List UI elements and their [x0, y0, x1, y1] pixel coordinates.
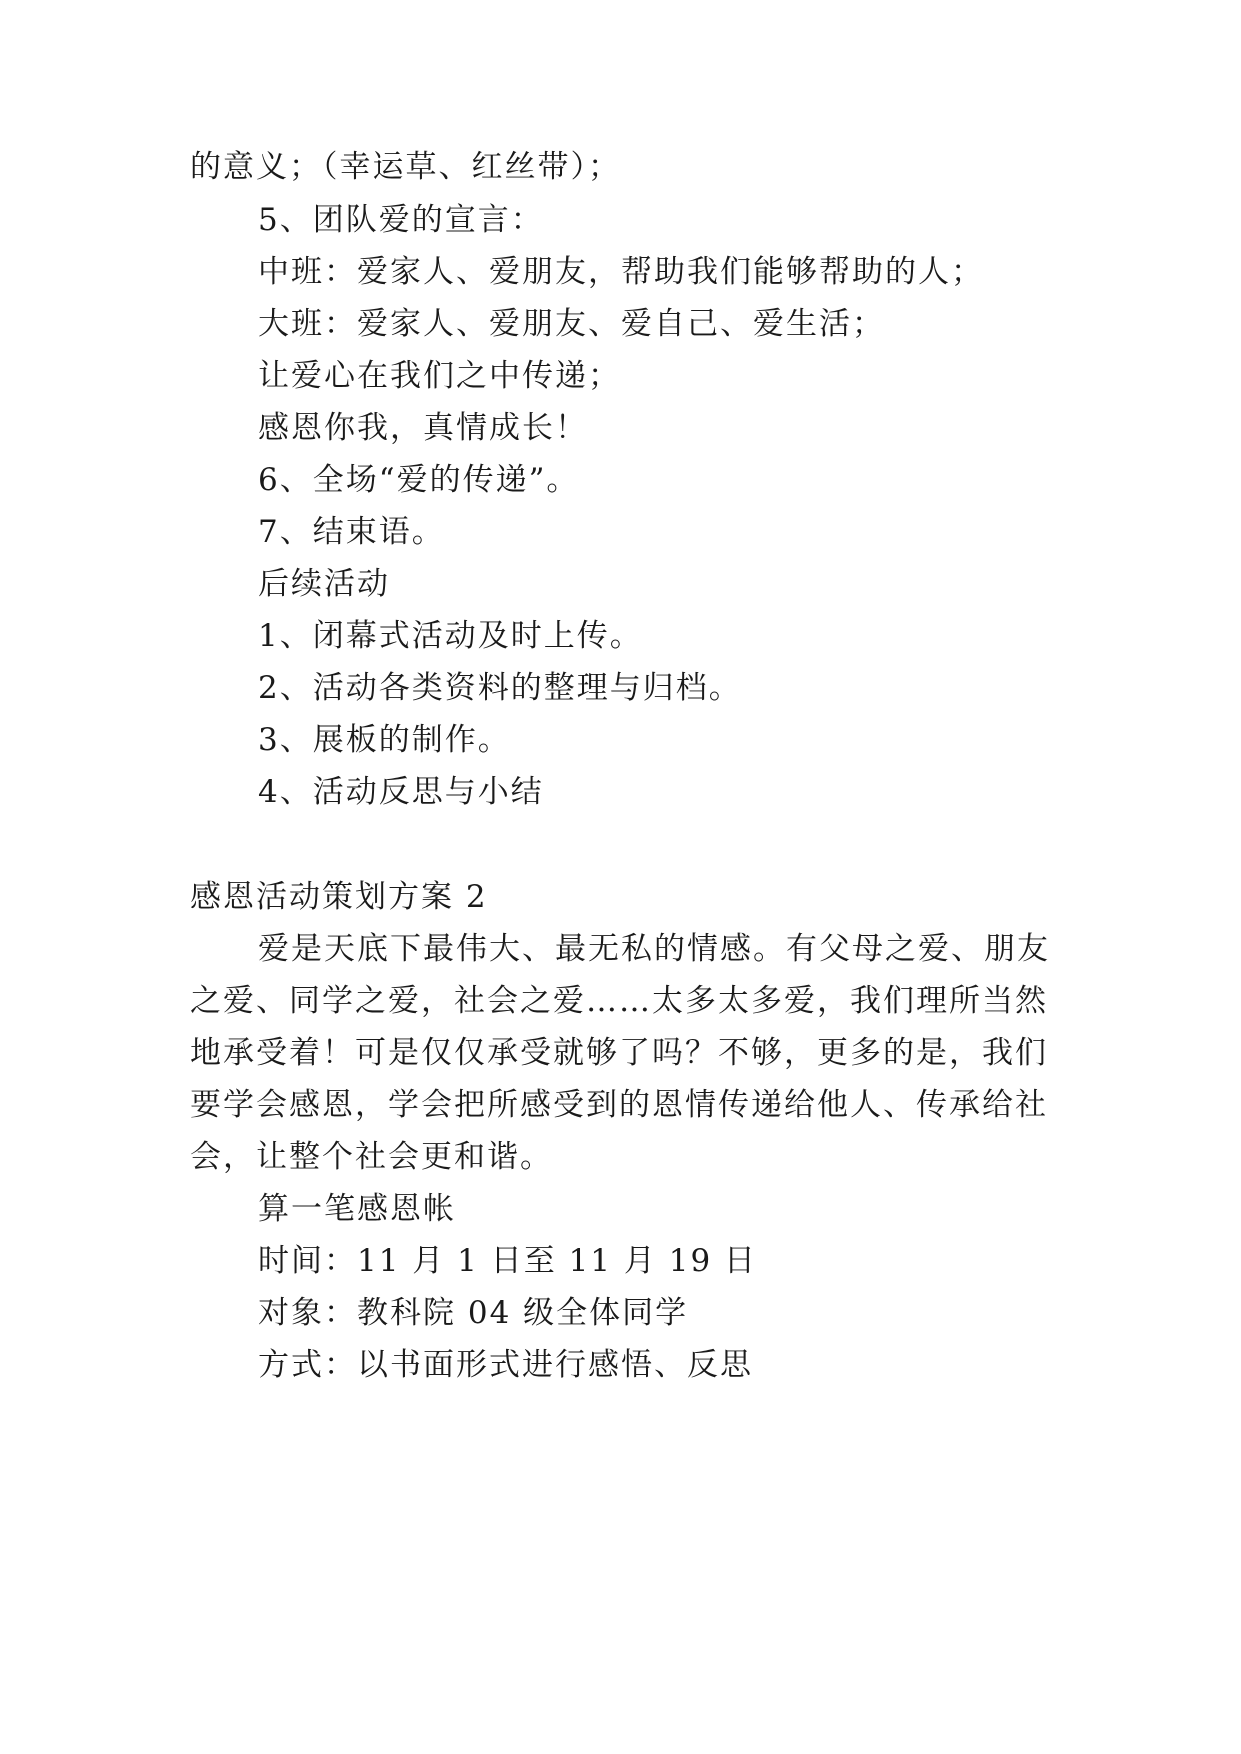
activity-name: 算一笔感恩帐 — [258, 1191, 456, 1227]
item-5-title: 5、团队爱的宣言： — [258, 202, 544, 238]
followup-item: 2、活动各类资料的整理与归档。 — [258, 670, 742, 706]
middle-class-declaration: 中班：爱家人、爱朋友，帮助我们能够帮助的人； — [258, 254, 984, 290]
paragraph-line: 要学会感恩，学会把所感受到的恩情传递给他人、传承给社 — [190, 1087, 1048, 1123]
paragraph-line: 爱是天底下最伟大、最无私的情感。有父母之爱、朋友 — [258, 931, 1050, 967]
followup-item: 4、活动反思与小结 — [258, 774, 544, 810]
pass-love-line: 让爱心在我们之中传递； — [258, 358, 621, 394]
followup-heading: 后续活动 — [258, 566, 390, 602]
activity-time: 时间：11 月 1 日至 11 月 19 日 — [258, 1243, 758, 1279]
item-7: 7、结束语。 — [258, 514, 445, 550]
item-6: 6、全场“爱的传递”。 — [258, 462, 580, 498]
senior-class-declaration: 大班：爱家人、爱朋友、爱自己、爱生活； — [258, 306, 885, 342]
paragraph-continuation: 的意义；（幸运草、红丝带）； — [190, 149, 621, 185]
paragraph-line: 之爱、同学之爱，社会之爱……太多太多爱，我们理所当然 — [190, 983, 1048, 1019]
paragraph-line: 地承受着！可是仅仅承受就够了吗？不够，更多的是，我们 — [190, 1035, 1048, 1071]
paragraph-line: 会，让整个社会更和谐。 — [190, 1139, 553, 1175]
activity-method: 方式：以书面形式进行感悟、反思 — [258, 1347, 753, 1383]
activity-target: 对象：教科院 04 级全体同学 — [258, 1295, 689, 1331]
slogan-line: 感恩你我，真情成长！ — [258, 410, 588, 446]
section-title: 感恩活动策划方案 2 — [190, 879, 488, 915]
followup-item: 3、展板的制作。 — [258, 722, 511, 758]
followup-item: 1、闭幕式活动及时上传。 — [258, 618, 643, 654]
